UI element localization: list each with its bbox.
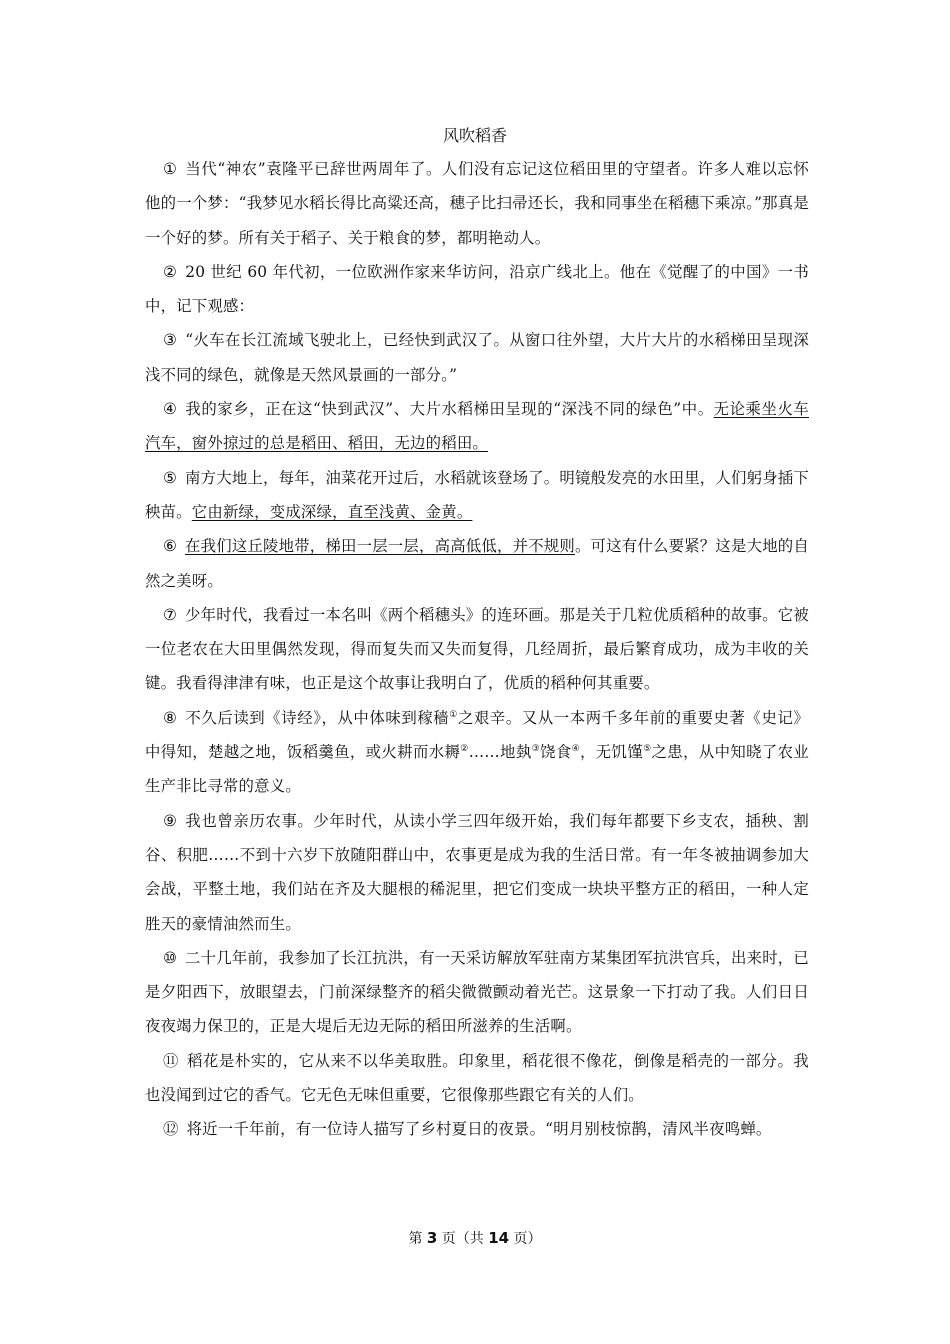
paragraph-text: ……地埶 (468, 743, 532, 762)
paragraph-text: 。可这有什么要紧？这是大地的自然之美呀。 (145, 537, 809, 590)
paragraph (145, 152, 809, 255)
article-body (145, 152, 809, 1147)
footnote-marker: ③ (531, 743, 541, 754)
paragraph-text: “火车在长江流域飞驶北上，已经快到武汉了。从窗口往外望，大片大片的水稻梯田呈现深浅不同的绿色，就像是天然风景画的一部分。” (145, 331, 809, 384)
paragraph-text: 不久后读到《诗经》，从中体味到稼穑 (185, 708, 450, 727)
paragraph (145, 1112, 809, 1146)
paragraph-number: ① (163, 160, 178, 178)
footnote-marker: ④ (571, 743, 581, 754)
footer-middle: 页（共 (437, 1231, 489, 1247)
paragraph-number: ⑩ (163, 948, 178, 967)
paragraph (145, 804, 809, 941)
paragraph-number: ⑪ (163, 1051, 179, 1070)
paragraph (145, 255, 809, 324)
footnote-marker: ② (460, 743, 469, 754)
paragraph (145, 701, 809, 804)
paragraph-number: ④ (163, 400, 178, 419)
paragraph-number: ③ (163, 331, 178, 350)
article-title: 风吹稻香 (442, 126, 507, 145)
paragraph (145, 529, 809, 598)
paragraph-text: 少年时代，我看过一本名叫《两个稻穗头》的连环画。那是关于几粒优质稻种的故事。它被一位老农在大田里偶然发现，得而复失而又失而复得，几经周折，最后繁育成功，成为丰收的关键。我看得津津有味，也正是这个故事让我明白了，优质的稻种何其重要。 (145, 605, 809, 693)
underlined-text: 它由新绿，变成深绿，直至浅黄、金黄。 (191, 502, 473, 521)
paragraph-number: ⑦ (163, 605, 178, 624)
paragraph-text: 二十几年前，我参加了长江抗洪，有一天采访解放军驻南方某集团军抗洪官兵，出来时，已是夕阳西下，放眼望去，门前深绿整齐的稻尖微微颤动着光芒。这景象一下打动了我。人们日日夜夜竭力保卫的，正是大堤后无边无际的稻田所滋养的生活啊。 (145, 948, 809, 1036)
footer-prefix: 第 (408, 1231, 427, 1247)
paragraph-text: 稻花是朴实的，它从来不以华美取胜。印象里，稻花很不像花，倒像是稻壳的一部分。我也没闻到过它的香气。它无色无味但重要，它很像那些跟它有关的人们。 (145, 1051, 809, 1105)
paragraph-text: 20 世纪 60 年代初，一位欧洲作家来华访问，沿京广线北上。他在《觉醒了的中国》一书中，记下观感： (145, 262, 810, 316)
paragraph-text: 饶食 (540, 743, 572, 762)
footnote-marker: ⑤ (643, 743, 652, 754)
underlined-text: 无论乘坐火车汽车，窗外掠过的总是稻田、稻田，无边的稻田。 (145, 400, 810, 453)
footer-page-number: 3 (426, 1229, 438, 1247)
paragraph (145, 392, 809, 461)
paragraph-text: 我的家乡，正在这“快到武汉”、大片水稻梯田呈现的“深浅不同的绿色”中。 (185, 400, 714, 419)
footer-suffix: 页） (509, 1231, 542, 1247)
paragraph-text: 南方大地上，每年，油菜花开过后，水稻就该登场了。明镜般发亮的水田里，人们躬身插下秧苗。 (145, 468, 809, 521)
paragraph (145, 1044, 809, 1113)
page-footer (0, 1228, 950, 1249)
paragraph (145, 323, 809, 392)
paragraph-text: 之患，从中知晓了农业生产非比寻常的意义。 (145, 743, 809, 796)
paragraph-text: 将近一千年前，有一位诗人描写了乡村夏日的夜景。“明月别枝惊鹊，清风半夜鸣蝉。 (186, 1120, 772, 1139)
paragraph-text: 当代“神农”袁隆平已辞世两周年了。人们没有忘记这位稻田里的守望者。许多人难以忘怀他的一个梦：“我梦见水稻长得比高粱还高，穗子比扫帚还长，我和同事坐在稻穗下乘凉。”那真是一个好的梦。所有关于稻子、关于粮食的梦，都明艳动人。 (145, 160, 809, 247)
footnote-marker: ① (449, 709, 458, 720)
paragraph-number: ② (163, 262, 178, 281)
paragraph-text: 之艰辛。又从一本两千多年前的重要史著《史记》中得知，楚越之地，饭稻羹鱼，或火耕而水耨 (145, 708, 810, 762)
paragraph (145, 598, 809, 701)
paragraph-number: ⑧ (163, 708, 178, 727)
paragraph-number: ⑥ (163, 537, 178, 556)
paragraph-number: ⑤ (163, 468, 178, 487)
paragraph-number: ⑫ (163, 1120, 179, 1139)
paragraph-text: ，无饥馑 (580, 743, 644, 762)
underlined-text: 在我们这丘陵地带，梯田一层一层，高高低低，并不规则 (185, 537, 575, 556)
paragraph (145, 941, 809, 1044)
paragraph (145, 461, 809, 530)
paragraph-text: 我也曾亲历农事。少年时代，从读小学三四年级开始，我们每年都要下乡支农，插秧、割谷、积肥……不到十六岁下放随阳群山中，农事更是成为我的生活日常。有一年冬被抽调参加大会战，平整土地，我们站在齐及大腿根的稀泥里，把它们变成一块块平整方正的稻田，一种人定胜天的豪情油然而生。 (145, 811, 810, 933)
paragraph-number: ⑨ (163, 811, 178, 830)
footer-total-pages: 14 (488, 1229, 510, 1247)
